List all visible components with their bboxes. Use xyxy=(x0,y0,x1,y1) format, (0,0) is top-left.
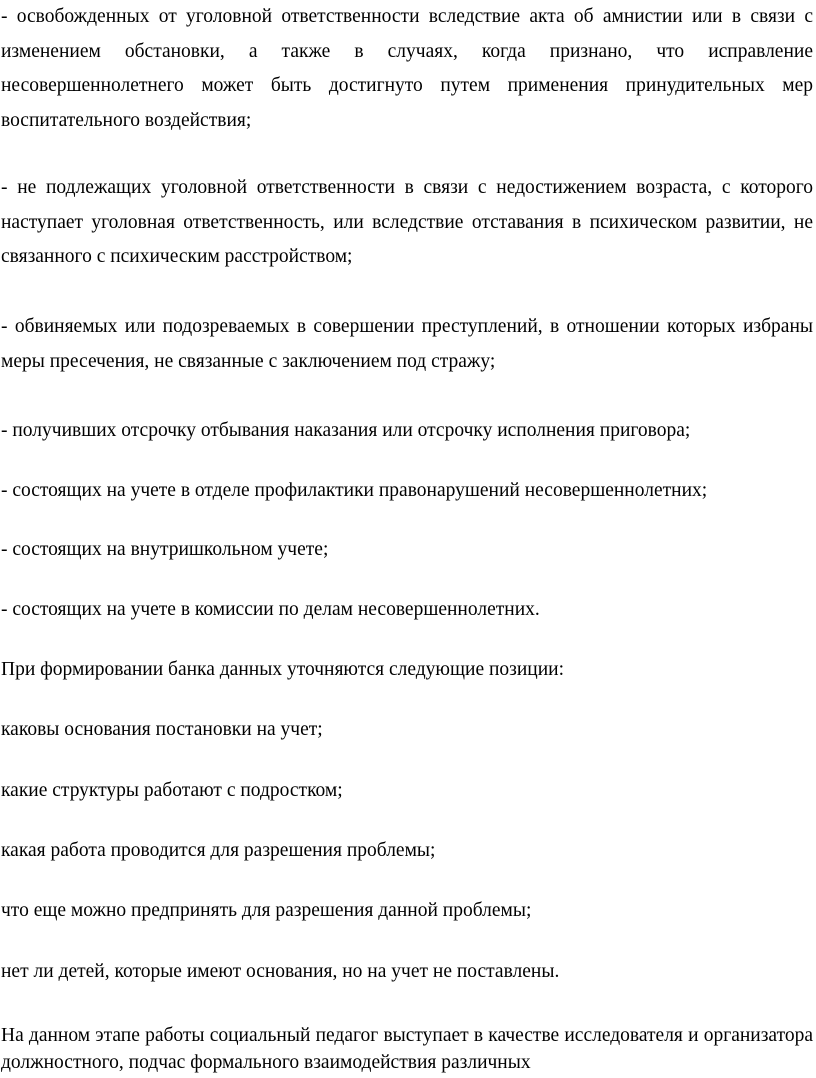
list-item-commission: - состоящих на учете в комиссии по делам несовершеннолетних. xyxy=(1,599,540,620)
paragraph-social-educator: На данном этапе работы социальный педагог выступает в качестве исследователя и организатора должностного, подчас формального взаимодействия различных xyxy=(1,1025,813,1073)
paragraph-databank-intro: При формировании банка данных уточняются следующие позиции: xyxy=(1,659,565,680)
question-structures: какие структуры работают с подростком; xyxy=(1,780,343,801)
list-item-accused: - обвиняемых или подозреваемых в совершении преступлений, в отношении которых избраны меры пресечения, не связанные с заключением под стражу; xyxy=(1,316,813,372)
list-item-school-register: - состоящих на внутришкольном учете; xyxy=(1,539,329,560)
list-item-deferral: - получивших отсрочку отбывания наказания или отсрочку исполнения приговора; xyxy=(1,420,691,441)
question-unregistered: нет ли детей, которые имеют основания, но на учет не поставлены. xyxy=(1,961,560,982)
list-item-age: - не подлежащих уголовной ответственности в связи с недостижением возраста, с которого наступает уголовная ответственность, или вследствие отставания в психическом развитии, не связанного с психическим расстройством; xyxy=(1,177,813,267)
list-item-amnesty: - освобожденных от уголовной ответственности вследствие акта об амнистии или в связи с изменением обстановки, а также в случаях, когда признано, что исправление несовершеннолетнего может быть достигнуто путем применения принудительных мер воспитательного воздействия; xyxy=(1,6,813,131)
question-work: какая работа проводится для разрешения проблемы; xyxy=(1,840,436,861)
question-further-steps: что еще можно предпринять для разрешения данной проблемы; xyxy=(1,900,532,921)
list-item-prevention-dept: - состоящих на учете в отделе профилактики правонарушений несовершеннолетних; xyxy=(1,480,708,501)
question-grounds: каковы основания постановки на учет; xyxy=(1,719,323,740)
